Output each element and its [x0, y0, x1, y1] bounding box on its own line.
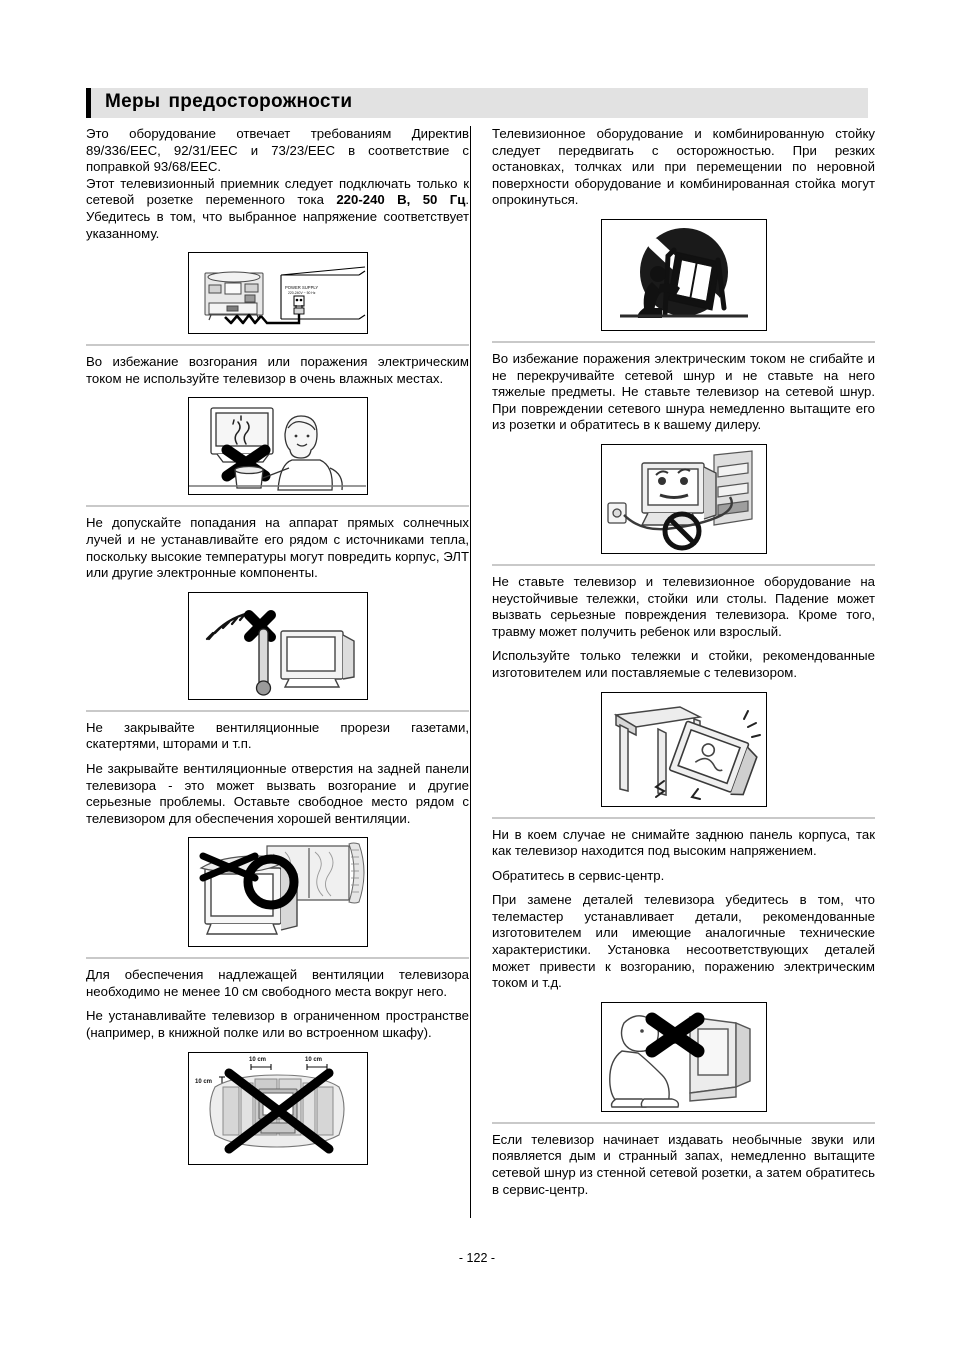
paragraph-humidity: Во избежание возгорания или поражения электрическим током не используйте телевизор в очень влажных местах.	[86, 354, 469, 386]
no-water-near-tv-icon	[189, 398, 366, 493]
paragraph-clearance-2: Не устанавливайте телевизор в ограниченном пространстве (например, в книжной полке или во встроенном шкафу).	[86, 1008, 469, 1041]
block-humidity	[86, 354, 469, 495]
page-title-word-1: Меры	[105, 91, 161, 112]
figure-no-water-near-tv	[188, 397, 368, 495]
mains-lead: Этот телевизионный приемник следует подключать только к сетевой розетке переменного тока	[86, 175, 469, 208]
divider-rule	[86, 344, 469, 346]
column-divider	[470, 126, 471, 1218]
page-number: - 122 -	[458, 1251, 496, 1265]
no-tv-cart-prohibition-symbol-icon	[602, 220, 765, 329]
page-title	[105, 91, 352, 113]
right-column	[492, 126, 875, 1198]
figure-tv-rear-panel-to-wall-outlet	[188, 252, 368, 334]
paragraph-moving-cart: Телевизионное оборудование и комбинированную стойку следует передвигать с осторожностью. При резких остановках, толчках или при перемещении по неровной поверхности оборудование и комбинированная стойка могут опрокинуться.	[492, 126, 875, 208]
figure-no-removing-back-cover	[601, 1002, 767, 1112]
section-header-band	[86, 88, 868, 118]
paragraph-mains-voltage	[86, 176, 469, 242]
label-10cm-top-left: 10 cm	[248, 1056, 266, 1063]
left-column	[86, 126, 469, 1175]
divider-rule	[492, 1122, 875, 1124]
divider-rule	[86, 957, 469, 959]
block-power-cord	[492, 351, 875, 554]
paragraph-unusual-noise: Если телевизор начинает издавать необычные звуки или появляется дым и странный запах, немедленно вытащите сетевой шнур из стенной сетевой розетки, а затем обратитесь в сервис-центр.	[492, 1131, 875, 1197]
divider-rule	[492, 817, 875, 819]
no-sunlight-heat-near-tv-icon	[189, 593, 366, 698]
divider-rule	[492, 341, 875, 343]
label-10cm-top-right: 10 cm	[304, 1056, 322, 1063]
tv-falling-off-table-icon	[602, 693, 765, 805]
page-footer	[0, 1251, 954, 1265]
block-directives	[86, 126, 469, 176]
paragraph-clearance-1: Для обеспечения надлежащей вентиляции телевизора необходимо не менее 10 см свободного места вокруг него.	[86, 967, 469, 999]
paragraph-unstable-stand-1: Не ставьте телевизор и телевизионное оборудование на неустойчивые тележки, стойки или столы. Падение может вызвать серьезные повреждения телевизора. Кроме того, травму может получить ребенок или взрослый.	[492, 573, 875, 639]
mains-voltage-value: 220-240 В, 50 Гц	[336, 192, 466, 208]
page-title-word-2: предосторожности	[168, 91, 353, 112]
bottom-rule	[86, 1238, 868, 1239]
figure-no-enclosed-space	[188, 1052, 368, 1165]
figure-no-damaging-power-cord	[601, 444, 767, 554]
figure-no-sunlight-heat-near-tv	[188, 592, 368, 700]
paragraph-back-cover-2: Обратитесь в сервис-центр.	[492, 867, 665, 883]
block-moving-cart	[492, 126, 875, 331]
block-unstable-stand	[492, 574, 875, 807]
paragraph-ventilation-1: Не закрывайте вентиляционные прорези газетами, скатертями, шторами и т.п.	[86, 719, 469, 752]
paragraph-directives: Это оборудование отвечает требованиям Директив 89/336/EEC, 92/31/EEC и 73/23/EEC в соответствие с поправкой 93/68/EEC.	[86, 126, 469, 175]
figure-no-covering-vents	[188, 837, 368, 947]
divider-rule	[492, 564, 875, 566]
paragraph-ventilation-2: Не закрывайте вентиляционные отверстия на задней панели телевизора - это может вызвать возгорание и другие серьезные проблемы. Оставьте свободное место рядом с телевизором для обеспечения хорошей вентиляции.	[86, 760, 469, 826]
paragraph-sunlight-heat: Не допускайте попадания на аппарат прямых солнечных лучей и не устанавливайте его рядом с источниками тепла, поскольку высокие температуры могут повредить корпус, ЭЛТ или другие электронные компоненты.	[86, 515, 469, 581]
block-sunlight-heat	[86, 515, 469, 699]
mains-tail: . Убедитесь в том, что выбранное напряжение соответствует указанному.	[86, 192, 469, 241]
tv-rear-panel-to-wall-outlet-icon	[189, 253, 366, 332]
divider-rule	[86, 505, 469, 507]
divider-rule	[86, 710, 469, 712]
paragraph-back-cover-1: Ни в коем случае не снимайте заднюю панель корпуса, так как телевизор находится под высоким напряжением.	[492, 826, 875, 859]
svg-text:POWER SUPPLY: POWER SUPPLY	[284, 285, 318, 291]
block-mains-voltage	[86, 176, 469, 334]
no-covering-vents-icon	[189, 838, 366, 945]
label-10cm-left: 10 cm	[194, 1078, 212, 1085]
svg-text:220-240V ~ 50 Hz: 220-240V ~ 50 Hz	[287, 291, 315, 296]
no-damaging-power-cord-icon	[602, 445, 765, 552]
no-enclosed-space-icon	[189, 1053, 366, 1163]
figure-no-tv-cart-prohibition-symbol	[601, 219, 767, 331]
block-unusual-noise	[492, 1132, 875, 1198]
block-ventilation-slots	[86, 720, 469, 948]
figure-tv-falling-off-table	[601, 692, 767, 807]
block-clearance	[86, 967, 469, 1164]
paragraph-power-cord: Во избежание поражения электрическим током не сгибайте и не перекручивайте сетевой шнур и не ставьте на него тяжелые предметы. Не ставьте телевизор на сетевой шнур. При повреждении сетевого шнура немедленно вытащите его из розетки и обратитесь в к вашему дилеру.	[492, 350, 875, 433]
block-back-cover	[492, 827, 875, 1112]
paragraph-unstable-stand-2: Используйте только тележки и стойки, рекомендованные изготовителем или поставляемые с телевизором.	[492, 648, 875, 680]
paragraph-back-cover-3: При замене деталей телевизора убедитесь в том, что телемастер устанавливает детали, рекомендованные изготовителем или имеющие аналогичные технические характеристики. Установка несоответствующих деталей может привести к возгоранию, поражению электрическим током и т.д.	[492, 892, 875, 991]
no-removing-back-cover-icon	[602, 1003, 765, 1110]
